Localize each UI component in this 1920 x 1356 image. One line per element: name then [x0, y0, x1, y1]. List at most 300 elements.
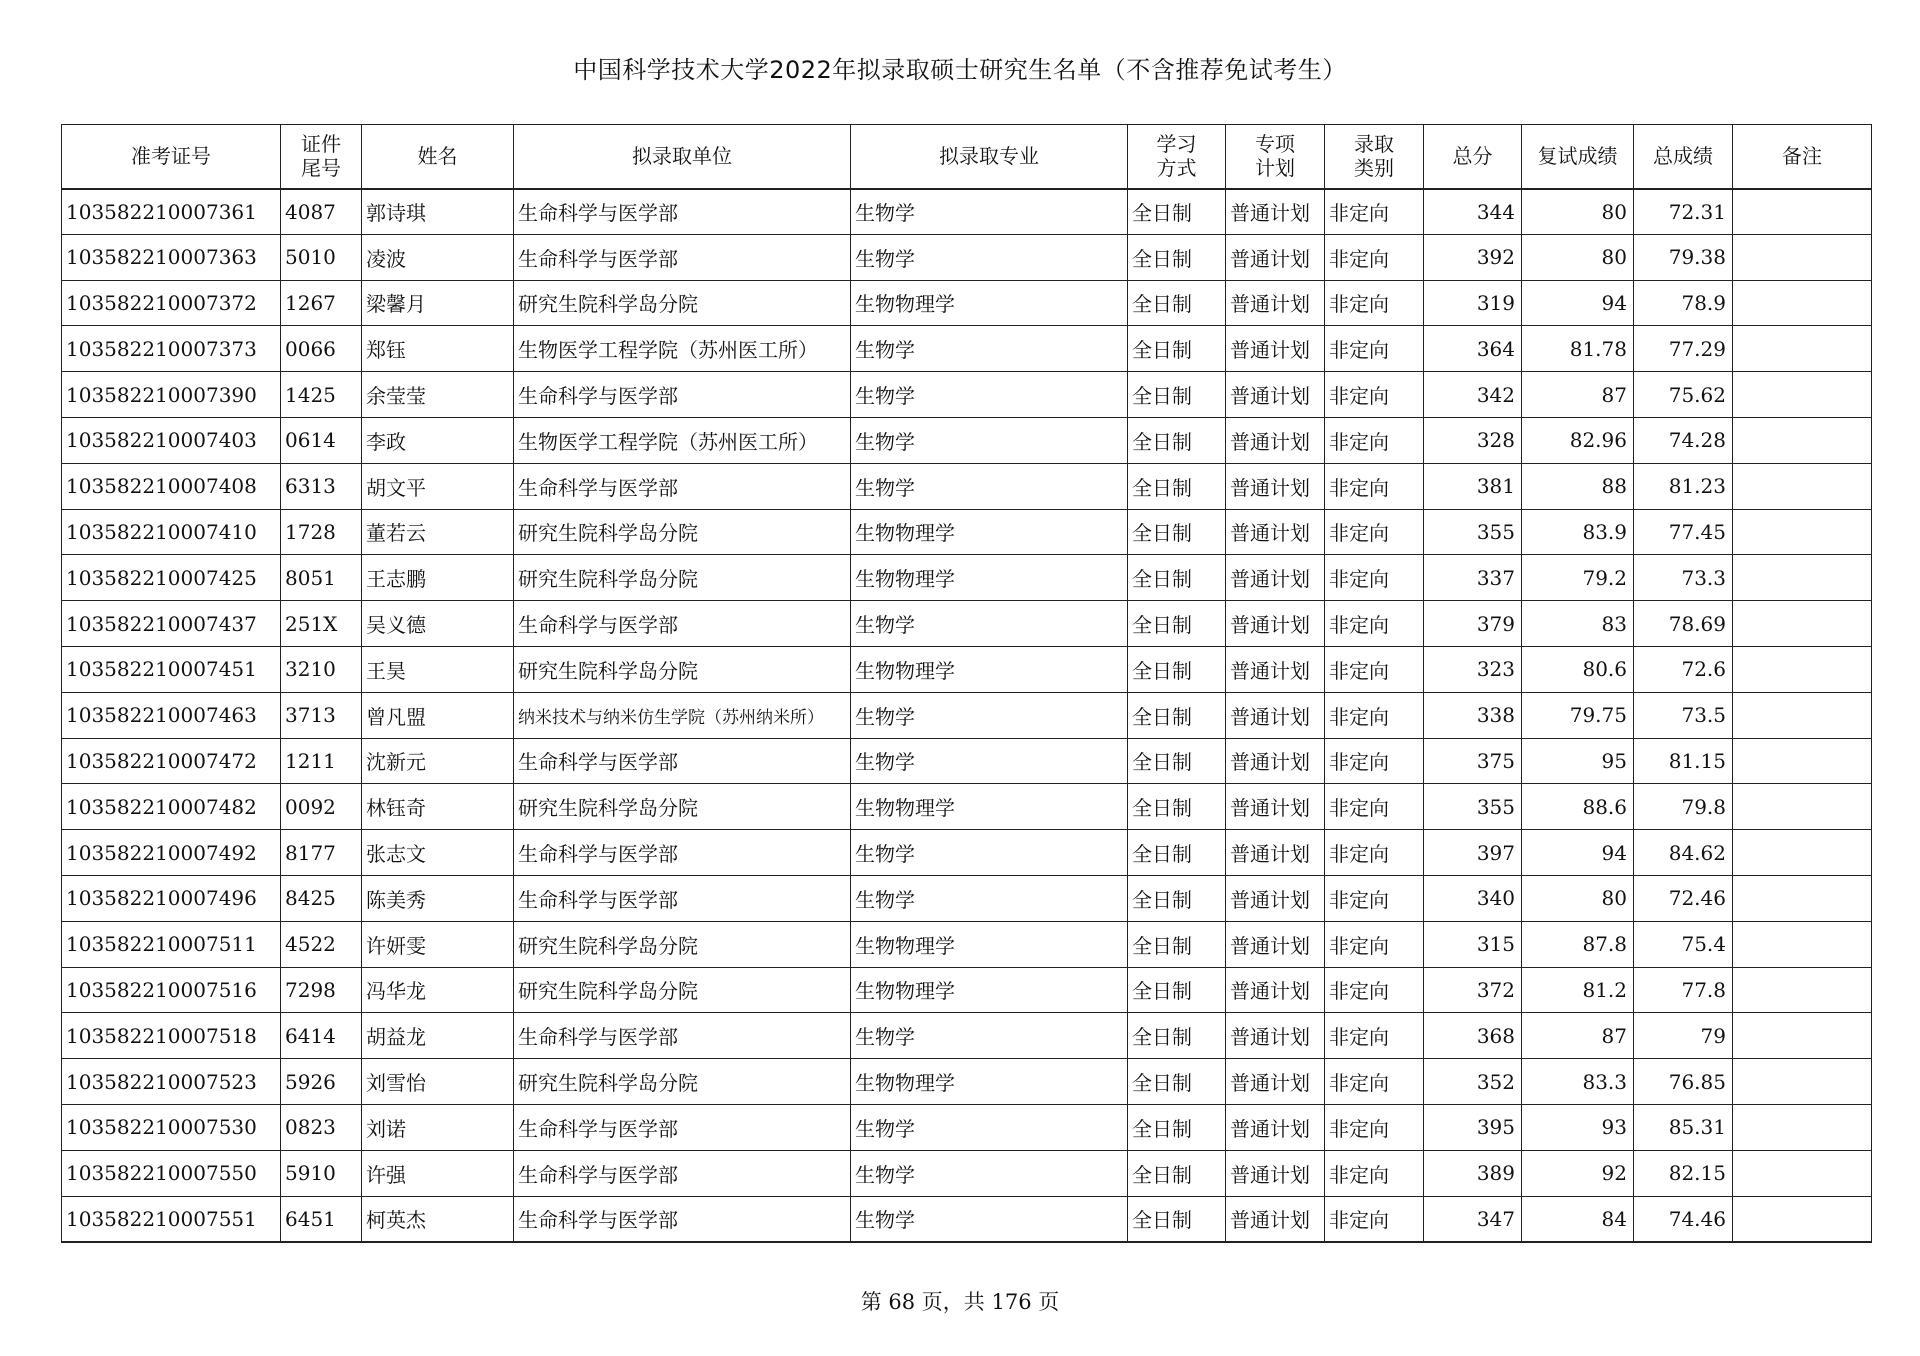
cell-retest-score: 81.2: [1522, 967, 1634, 1013]
table-row: [62, 1104, 1872, 1150]
cell-id-tail: 5910: [281, 1150, 362, 1196]
header-final-score: 总成绩: [1634, 125, 1733, 189]
cell-exam-id: 103582210007361: [62, 189, 281, 235]
cell-major: 生物物理学: [851, 921, 1128, 967]
header-id-tail: 证件 尾号: [281, 125, 362, 189]
cell-remarks: [1733, 1150, 1872, 1196]
cell-retest-score: 93: [1522, 1104, 1634, 1150]
cell-exam-id: 103582210007550: [62, 1150, 281, 1196]
cell-final-score: 72.46: [1634, 875, 1733, 921]
table-row: [62, 646, 1872, 692]
cell-id-tail: 7298: [281, 967, 362, 1013]
cell-unit: 生命科学与医学部: [514, 1196, 851, 1242]
cell-id-tail: 5926: [281, 1059, 362, 1105]
cell-remarks: [1733, 509, 1872, 555]
cell-admit-type: 非定向: [1325, 234, 1424, 280]
cell-total-score: 375: [1424, 738, 1522, 784]
cell-id-tail: 8051: [281, 555, 362, 601]
cell-special-plan: 普通计划: [1226, 692, 1325, 738]
cell-name: 许强: [362, 1150, 514, 1196]
cell-total-score: 395: [1424, 1104, 1522, 1150]
cell-id-tail: 3210: [281, 646, 362, 692]
cell-admit-type: 非定向: [1325, 601, 1424, 647]
cell-unit: 研究生院科学岛分院: [514, 967, 851, 1013]
header-major: 拟录取专业: [851, 125, 1128, 189]
cell-final-score: 84.62: [1634, 830, 1733, 876]
cell-retest-score: 82.96: [1522, 417, 1634, 463]
cell-remarks: [1733, 1104, 1872, 1150]
cell-special-plan: 普通计划: [1226, 509, 1325, 555]
cell-retest-score: 95: [1522, 738, 1634, 784]
table-row: [62, 417, 1872, 463]
cell-unit: 研究生院科学岛分院: [514, 555, 851, 601]
cell-major: 生物学: [851, 738, 1128, 784]
cell-unit: 纳米技术与纳米仿生学院（苏州纳米所）: [514, 692, 851, 738]
cell-admit-type: 非定向: [1325, 875, 1424, 921]
cell-major: 生物物理学: [851, 1059, 1128, 1105]
cell-major: 生物物理学: [851, 967, 1128, 1013]
table-row: [62, 1059, 1872, 1105]
table-row: [62, 1196, 1872, 1242]
table-row: [62, 784, 1872, 830]
cell-study-mode: 全日制: [1128, 646, 1226, 692]
cell-retest-score: 81.78: [1522, 326, 1634, 372]
header-row: [62, 125, 1872, 189]
cell-final-score: 75.4: [1634, 921, 1733, 967]
cell-special-plan: 普通计划: [1226, 417, 1325, 463]
cell-remarks: [1733, 646, 1872, 692]
cell-special-plan: 普通计划: [1226, 921, 1325, 967]
cell-remarks: [1733, 555, 1872, 601]
cell-major: 生物物理学: [851, 280, 1128, 326]
cell-retest-score: 88.6: [1522, 784, 1634, 830]
cell-admit-type: 非定向: [1325, 921, 1424, 967]
cell-exam-id: 103582210007523: [62, 1059, 281, 1105]
cell-final-score: 74.46: [1634, 1196, 1733, 1242]
cell-unit: 生物医学工程学院（苏州医工所）: [514, 417, 851, 463]
table-row: [62, 875, 1872, 921]
header-name: 姓名: [362, 125, 514, 189]
cell-final-score: 79.38: [1634, 234, 1733, 280]
cell-retest-score: 83.3: [1522, 1059, 1634, 1105]
cell-admit-type: 非定向: [1325, 1150, 1424, 1196]
cell-admit-type: 非定向: [1325, 830, 1424, 876]
cell-id-tail: 1728: [281, 509, 362, 555]
cell-name: 冯华龙: [362, 967, 514, 1013]
cell-exam-id: 103582210007425: [62, 555, 281, 601]
cell-exam-id: 103582210007516: [62, 967, 281, 1013]
cell-unit: 研究生院科学岛分院: [514, 921, 851, 967]
cell-study-mode: 全日制: [1128, 326, 1226, 372]
cell-study-mode: 全日制: [1128, 1196, 1226, 1242]
cell-name: 曾凡盟: [362, 692, 514, 738]
cell-final-score: 79.8: [1634, 784, 1733, 830]
cell-study-mode: 全日制: [1128, 830, 1226, 876]
cell-total-score: 319: [1424, 280, 1522, 326]
cell-name: 陈美秀: [362, 875, 514, 921]
cell-id-tail: 0614: [281, 417, 362, 463]
cell-final-score: 77.29: [1634, 326, 1733, 372]
cell-study-mode: 全日制: [1128, 875, 1226, 921]
cell-id-tail: 4522: [281, 921, 362, 967]
header-total-score: 总分: [1424, 125, 1522, 189]
cell-remarks: [1733, 234, 1872, 280]
cell-remarks: [1733, 372, 1872, 418]
cell-exam-id: 103582210007482: [62, 784, 281, 830]
cell-retest-score: 83: [1522, 601, 1634, 647]
cell-admit-type: 非定向: [1325, 1196, 1424, 1242]
table-row: [62, 463, 1872, 509]
cell-name: 刘雪怡: [362, 1059, 514, 1105]
cell-total-score: 364: [1424, 326, 1522, 372]
table-body: [62, 189, 1872, 1242]
cell-retest-score: 84: [1522, 1196, 1634, 1242]
cell-name: 吴义德: [362, 601, 514, 647]
cell-remarks: [1733, 1013, 1872, 1059]
cell-special-plan: 普通计划: [1226, 234, 1325, 280]
cell-study-mode: 全日制: [1128, 921, 1226, 967]
cell-major: 生物学: [851, 601, 1128, 647]
cell-admit-type: 非定向: [1325, 1013, 1424, 1059]
cell-remarks: [1733, 280, 1872, 326]
cell-study-mode: 全日制: [1128, 555, 1226, 601]
cell-retest-score: 80: [1522, 189, 1634, 235]
cell-admit-type: 非定向: [1325, 555, 1424, 601]
cell-exam-id: 103582210007518: [62, 1013, 281, 1059]
cell-id-tail: 0066: [281, 326, 362, 372]
cell-id-tail: 4087: [281, 189, 362, 235]
cell-total-score: 344: [1424, 189, 1522, 235]
cell-id-tail: 8425: [281, 875, 362, 921]
cell-name: 柯英杰: [362, 1196, 514, 1242]
cell-admit-type: 非定向: [1325, 967, 1424, 1013]
cell-retest-score: 80: [1522, 234, 1634, 280]
cell-major: 生物学: [851, 830, 1128, 876]
cell-name: 郑钰: [362, 326, 514, 372]
table-row: [62, 372, 1872, 418]
cell-major: 生物学: [851, 875, 1128, 921]
cell-id-tail: 1425: [281, 372, 362, 418]
cell-retest-score: 79.75: [1522, 692, 1634, 738]
cell-special-plan: 普通计划: [1226, 1196, 1325, 1242]
cell-study-mode: 全日制: [1128, 417, 1226, 463]
cell-retest-score: 94: [1522, 830, 1634, 876]
cell-admit-type: 非定向: [1325, 1059, 1424, 1105]
cell-final-score: 72.31: [1634, 189, 1733, 235]
cell-id-tail: 1211: [281, 738, 362, 784]
cell-name: 沈新元: [362, 738, 514, 784]
table-row: [62, 692, 1872, 738]
cell-study-mode: 全日制: [1128, 189, 1226, 235]
cell-id-tail: 1267: [281, 280, 362, 326]
cell-unit: 研究生院科学岛分院: [514, 509, 851, 555]
cell-unit: 生命科学与医学部: [514, 738, 851, 784]
cell-final-score: 73.5: [1634, 692, 1733, 738]
table-row: [62, 601, 1872, 647]
header-study-mode: 学习 方式: [1128, 125, 1226, 189]
cell-total-score: 347: [1424, 1196, 1522, 1242]
cell-special-plan: 普通计划: [1226, 1013, 1325, 1059]
cell-final-score: 81.15: [1634, 738, 1733, 784]
cell-retest-score: 87: [1522, 372, 1634, 418]
cell-major: 生物学: [851, 463, 1128, 509]
table-row: [62, 921, 1872, 967]
cell-remarks: [1733, 326, 1872, 372]
cell-exam-id: 103582210007408: [62, 463, 281, 509]
cell-major: 生物物理学: [851, 509, 1128, 555]
table-row: [62, 1013, 1872, 1059]
cell-final-score: 73.3: [1634, 555, 1733, 601]
header-exam-id: 准考证号: [62, 125, 281, 189]
cell-special-plan: 普通计划: [1226, 738, 1325, 784]
cell-major: 生物学: [851, 189, 1128, 235]
cell-remarks: [1733, 830, 1872, 876]
cell-retest-score: 87: [1522, 1013, 1634, 1059]
cell-name: 余莹莹: [362, 372, 514, 418]
cell-final-score: 81.23: [1634, 463, 1733, 509]
cell-remarks: [1733, 784, 1872, 830]
cell-admit-type: 非定向: [1325, 692, 1424, 738]
cell-exam-id: 103582210007511: [62, 921, 281, 967]
cell-total-score: 338: [1424, 692, 1522, 738]
cell-admit-type: 非定向: [1325, 738, 1424, 784]
cell-exam-id: 103582210007463: [62, 692, 281, 738]
cell-total-score: 379: [1424, 601, 1522, 647]
cell-id-tail: 8177: [281, 830, 362, 876]
cell-study-mode: 全日制: [1128, 601, 1226, 647]
cell-unit: 研究生院科学岛分院: [514, 646, 851, 692]
cell-unit: 生命科学与医学部: [514, 463, 851, 509]
cell-unit: 生命科学与医学部: [514, 830, 851, 876]
cell-remarks: [1733, 875, 1872, 921]
table-row: [62, 326, 1872, 372]
table-row: [62, 280, 1872, 326]
cell-total-score: 315: [1424, 921, 1522, 967]
cell-special-plan: 普通计划: [1226, 646, 1325, 692]
cell-total-score: 397: [1424, 830, 1522, 876]
cell-total-score: 352: [1424, 1059, 1522, 1105]
cell-unit: 生命科学与医学部: [514, 1104, 851, 1150]
cell-special-plan: 普通计划: [1226, 555, 1325, 601]
cell-name: 许妍雯: [362, 921, 514, 967]
cell-major: 生物学: [851, 1196, 1128, 1242]
header-remarks: 备注: [1733, 125, 1872, 189]
cell-unit: 生命科学与医学部: [514, 1013, 851, 1059]
cell-exam-id: 103582210007390: [62, 372, 281, 418]
cell-total-score: 372: [1424, 967, 1522, 1013]
cell-study-mode: 全日制: [1128, 372, 1226, 418]
cell-total-score: 381: [1424, 463, 1522, 509]
cell-total-score: 392: [1424, 234, 1522, 280]
cell-study-mode: 全日制: [1128, 784, 1226, 830]
table-row: [62, 509, 1872, 555]
cell-name: 凌波: [362, 234, 514, 280]
cell-name: 李政: [362, 417, 514, 463]
table-header: [62, 125, 1872, 189]
cell-remarks: [1733, 967, 1872, 1013]
cell-final-score: 72.6: [1634, 646, 1733, 692]
cell-final-score: 77.8: [1634, 967, 1733, 1013]
cell-exam-id: 103582210007363: [62, 234, 281, 280]
cell-final-score: 82.15: [1634, 1150, 1733, 1196]
cell-special-plan: 普通计划: [1226, 601, 1325, 647]
cell-total-score: 337: [1424, 555, 1522, 601]
cell-major: 生物学: [851, 1013, 1128, 1059]
cell-final-score: 75.62: [1634, 372, 1733, 418]
cell-name: 张志文: [362, 830, 514, 876]
cell-special-plan: 普通计划: [1226, 326, 1325, 372]
cell-final-score: 76.85: [1634, 1059, 1733, 1105]
cell-special-plan: 普通计划: [1226, 1104, 1325, 1150]
cell-exam-id: 103582210007551: [62, 1196, 281, 1242]
cell-remarks: [1733, 601, 1872, 647]
cell-study-mode: 全日制: [1128, 1013, 1226, 1059]
document-title: 中国科学技术大学2022年拟录取硕士研究生名单（不含推荐免试考生）: [573, 56, 1347, 84]
cell-unit: 研究生院科学岛分院: [514, 784, 851, 830]
cell-study-mode: 全日制: [1128, 1059, 1226, 1105]
cell-study-mode: 全日制: [1128, 1150, 1226, 1196]
cell-admit-type: 非定向: [1325, 784, 1424, 830]
cell-name: 郭诗琪: [362, 189, 514, 235]
cell-exam-id: 103582210007496: [62, 875, 281, 921]
cell-final-score: 85.31: [1634, 1104, 1733, 1150]
cell-study-mode: 全日制: [1128, 509, 1226, 555]
table-row: [62, 555, 1872, 601]
cell-retest-score: 80.6: [1522, 646, 1634, 692]
header-unit: 拟录取单位: [514, 125, 851, 189]
cell-special-plan: 普通计划: [1226, 280, 1325, 326]
table-row: [62, 234, 1872, 280]
cell-final-score: 77.45: [1634, 509, 1733, 555]
cell-unit: 生命科学与医学部: [514, 372, 851, 418]
cell-remarks: [1733, 417, 1872, 463]
cell-name: 林钰奇: [362, 784, 514, 830]
cell-admit-type: 非定向: [1325, 372, 1424, 418]
cell-name: 梁馨月: [362, 280, 514, 326]
header-admit-type: 录取 类别: [1325, 125, 1424, 189]
cell-total-score: 368: [1424, 1013, 1522, 1059]
cell-major: 生物学: [851, 417, 1128, 463]
cell-study-mode: 全日制: [1128, 692, 1226, 738]
cell-special-plan: 普通计划: [1226, 372, 1325, 418]
cell-exam-id: 103582210007410: [62, 509, 281, 555]
cell-unit: 生命科学与医学部: [514, 234, 851, 280]
cell-major: 生物物理学: [851, 555, 1128, 601]
cell-name: 王昊: [362, 646, 514, 692]
page-footer: 第 68 页，共 176 页: [860, 1290, 1060, 1314]
cell-total-score: 340: [1424, 875, 1522, 921]
cell-retest-score: 83.9: [1522, 509, 1634, 555]
cell-special-plan: 普通计划: [1226, 1150, 1325, 1196]
cell-special-plan: 普通计划: [1226, 1059, 1325, 1105]
table-row: [62, 738, 1872, 784]
cell-remarks: [1733, 1196, 1872, 1242]
cell-remarks: [1733, 692, 1872, 738]
cell-retest-score: 87.8: [1522, 921, 1634, 967]
cell-major: 生物学: [851, 1104, 1128, 1150]
cell-study-mode: 全日制: [1128, 234, 1226, 280]
table-row: [62, 830, 1872, 876]
cell-remarks: [1733, 189, 1872, 235]
cell-total-score: 389: [1424, 1150, 1522, 1196]
cell-name: 胡益龙: [362, 1013, 514, 1059]
admission-list-table: [61, 124, 1872, 1243]
cell-study-mode: 全日制: [1128, 463, 1226, 509]
cell-retest-score: 92: [1522, 1150, 1634, 1196]
cell-major: 生物学: [851, 326, 1128, 372]
cell-study-mode: 全日制: [1128, 280, 1226, 326]
cell-exam-id: 103582210007492: [62, 830, 281, 876]
cell-exam-id: 103582210007372: [62, 280, 281, 326]
cell-remarks: [1733, 463, 1872, 509]
cell-total-score: 323: [1424, 646, 1522, 692]
cell-total-score: 355: [1424, 509, 1522, 555]
cell-id-tail: 6451: [281, 1196, 362, 1242]
cell-name: 王志鹏: [362, 555, 514, 601]
cell-study-mode: 全日制: [1128, 967, 1226, 1013]
cell-id-tail: 6313: [281, 463, 362, 509]
cell-remarks: [1733, 921, 1872, 967]
cell-name: 刘诺: [362, 1104, 514, 1150]
cell-retest-score: 88: [1522, 463, 1634, 509]
cell-major: 生物物理学: [851, 784, 1128, 830]
cell-study-mode: 全日制: [1128, 1104, 1226, 1150]
cell-final-score: 78.69: [1634, 601, 1733, 647]
cell-major: 生物物理学: [851, 646, 1128, 692]
cell-remarks: [1733, 738, 1872, 784]
table-row: [62, 1150, 1872, 1196]
table-row: [62, 189, 1872, 235]
cell-id-tail: 0823: [281, 1104, 362, 1150]
cell-major: 生物学: [851, 692, 1128, 738]
cell-unit: 生命科学与医学部: [514, 875, 851, 921]
cell-name: 胡文平: [362, 463, 514, 509]
cell-special-plan: 普通计划: [1226, 784, 1325, 830]
cell-retest-score: 79.2: [1522, 555, 1634, 601]
cell-final-score: 74.28: [1634, 417, 1733, 463]
cell-major: 生物学: [851, 1150, 1128, 1196]
cell-final-score: 78.9: [1634, 280, 1733, 326]
cell-admit-type: 非定向: [1325, 189, 1424, 235]
cell-unit: 生命科学与医学部: [514, 601, 851, 647]
cell-id-tail: 3713: [281, 692, 362, 738]
cell-special-plan: 普通计划: [1226, 189, 1325, 235]
cell-special-plan: 普通计划: [1226, 967, 1325, 1013]
cell-total-score: 342: [1424, 372, 1522, 418]
cell-exam-id: 103582210007472: [62, 738, 281, 784]
cell-exam-id: 103582210007530: [62, 1104, 281, 1150]
cell-admit-type: 非定向: [1325, 646, 1424, 692]
cell-exam-id: 103582210007373: [62, 326, 281, 372]
cell-admit-type: 非定向: [1325, 326, 1424, 372]
cell-unit: 生命科学与医学部: [514, 1150, 851, 1196]
cell-retest-score: 94: [1522, 280, 1634, 326]
cell-unit: 研究生院科学岛分院: [514, 1059, 851, 1105]
cell-unit: 研究生院科学岛分院: [514, 280, 851, 326]
cell-id-tail: 5010: [281, 234, 362, 280]
cell-major: 生物学: [851, 372, 1128, 418]
cell-admit-type: 非定向: [1325, 509, 1424, 555]
cell-study-mode: 全日制: [1128, 738, 1226, 784]
cell-total-score: 355: [1424, 784, 1522, 830]
table-row: [62, 967, 1872, 1013]
cell-major: 生物学: [851, 234, 1128, 280]
cell-unit: 生命科学与医学部: [514, 189, 851, 235]
cell-final-score: 79: [1634, 1013, 1733, 1059]
cell-admit-type: 非定向: [1325, 280, 1424, 326]
cell-special-plan: 普通计划: [1226, 875, 1325, 921]
cell-id-tail: 251X: [281, 601, 362, 647]
